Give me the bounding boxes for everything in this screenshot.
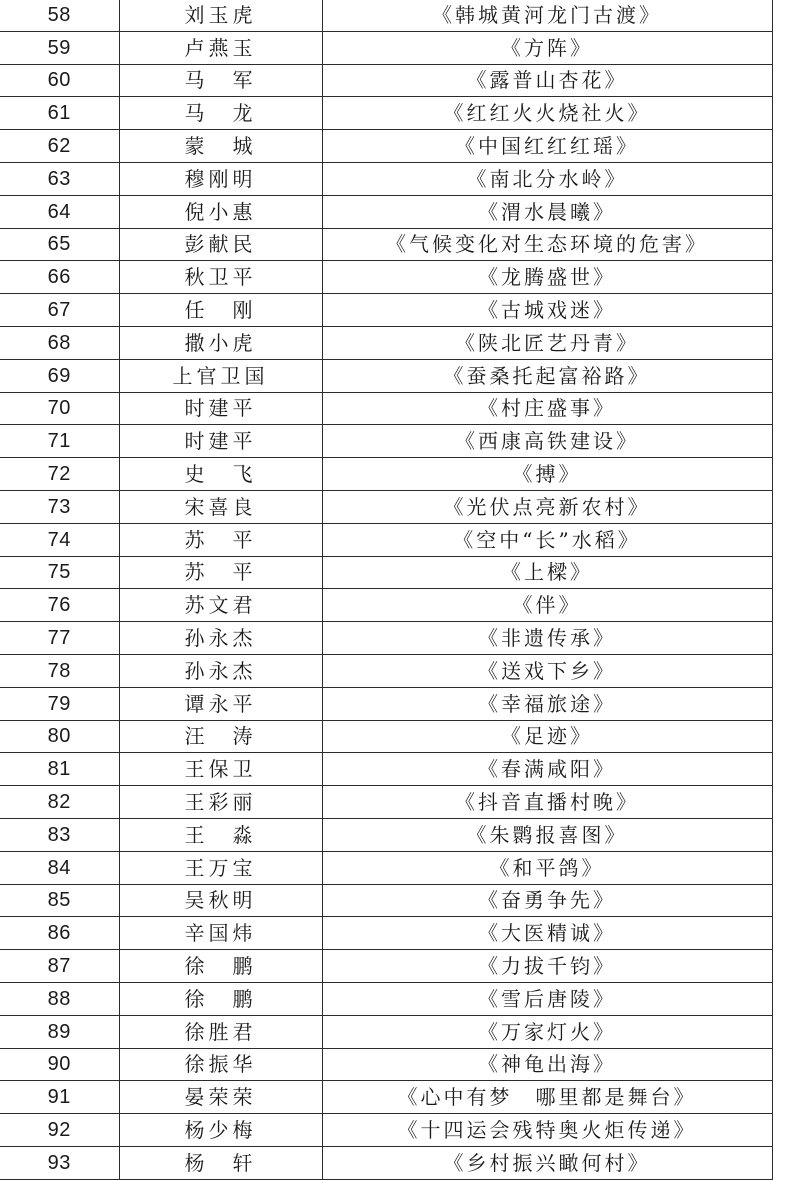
table-row bbox=[0, 458, 772, 491]
work-title: 《心中有梦 哪里都是舞台》 bbox=[322, 1081, 772, 1114]
work-title: 《古城戏迷》 bbox=[322, 294, 772, 327]
author-name: 徐 鹏 bbox=[119, 950, 322, 983]
work-title: 《龙腾盛世》 bbox=[322, 261, 772, 294]
entry-number: 82 bbox=[0, 786, 119, 819]
table-row bbox=[0, 359, 772, 392]
table-row bbox=[0, 622, 772, 655]
author-name: 王 淼 bbox=[119, 818, 322, 851]
entry-number: 93 bbox=[0, 1146, 119, 1179]
work-title: 《韩城黄河龙门古渡》 bbox=[322, 0, 772, 31]
entry-number: 61 bbox=[0, 97, 119, 130]
work-title: 《送戏下乡》 bbox=[322, 654, 772, 687]
table-row bbox=[0, 64, 772, 97]
entry-number: 69 bbox=[0, 359, 119, 392]
table-row bbox=[0, 1048, 772, 1081]
table-row bbox=[0, 294, 772, 327]
table-row bbox=[0, 228, 772, 261]
work-title: 《村庄盛事》 bbox=[322, 392, 772, 425]
table-row bbox=[0, 917, 772, 950]
work-title: 《春满咸阳》 bbox=[322, 753, 772, 786]
entry-number: 77 bbox=[0, 622, 119, 655]
work-title: 《奋勇争先》 bbox=[322, 884, 772, 917]
table-row bbox=[0, 490, 772, 523]
entry-number: 86 bbox=[0, 917, 119, 950]
author-name: 倪小惠 bbox=[119, 195, 322, 228]
author-name: 吴秋明 bbox=[119, 884, 322, 917]
table-row bbox=[0, 884, 772, 917]
entry-number: 78 bbox=[0, 654, 119, 687]
author-name: 王彩丽 bbox=[119, 786, 322, 819]
entry-number: 85 bbox=[0, 884, 119, 917]
author-name: 徐 鹏 bbox=[119, 982, 322, 1015]
table-row bbox=[0, 950, 772, 983]
table-row bbox=[0, 261, 772, 294]
entry-number: 75 bbox=[0, 556, 119, 589]
table-row bbox=[0, 1015, 772, 1048]
table-row bbox=[0, 425, 772, 458]
author-name: 苏 平 bbox=[119, 556, 322, 589]
entry-number: 70 bbox=[0, 392, 119, 425]
work-title: 《搏》 bbox=[322, 458, 772, 491]
table-row bbox=[0, 523, 772, 556]
entry-number: 72 bbox=[0, 458, 119, 491]
author-name: 孙永杰 bbox=[119, 622, 322, 655]
work-title: 《陕北匠艺丹青》 bbox=[322, 326, 772, 359]
work-title: 《光伏点亮新农村》 bbox=[322, 490, 772, 523]
table-row bbox=[0, 0, 772, 31]
author-name: 孙永杰 bbox=[119, 654, 322, 687]
work-title: 《中国红红红瑶》 bbox=[322, 130, 772, 163]
work-title: 《上樑》 bbox=[322, 556, 772, 589]
entry-number: 81 bbox=[0, 753, 119, 786]
author-name: 蒙 城 bbox=[119, 130, 322, 163]
table-row bbox=[0, 1114, 772, 1147]
work-title: 《万家灯火》 bbox=[322, 1015, 772, 1048]
author-name: 汪 涛 bbox=[119, 720, 322, 753]
entry-number: 71 bbox=[0, 425, 119, 458]
entry-number: 58 bbox=[0, 0, 119, 31]
author-name: 辛国炜 bbox=[119, 917, 322, 950]
entry-number: 80 bbox=[0, 720, 119, 753]
work-title: 《西康高铁建设》 bbox=[322, 425, 772, 458]
author-name: 苏文君 bbox=[119, 589, 322, 622]
author-name: 杨 轩 bbox=[119, 1146, 322, 1179]
table-row bbox=[0, 589, 772, 622]
entry-number: 84 bbox=[0, 851, 119, 884]
table-row bbox=[0, 326, 772, 359]
author-name: 穆刚明 bbox=[119, 162, 322, 195]
work-title: 《雪后唐陵》 bbox=[322, 982, 772, 1015]
work-title: 《空中“长”水稻》 bbox=[322, 523, 772, 556]
entry-number: 90 bbox=[0, 1048, 119, 1081]
author-name: 刘玉虎 bbox=[119, 0, 322, 31]
entry-number: 74 bbox=[0, 523, 119, 556]
author-name: 时建平 bbox=[119, 425, 322, 458]
work-title: 《乡村振兴瞰何村》 bbox=[322, 1146, 772, 1179]
entry-number: 68 bbox=[0, 326, 119, 359]
table-row bbox=[0, 162, 772, 195]
work-title: 《露普山杏花》 bbox=[322, 64, 772, 97]
author-name: 史 飞 bbox=[119, 458, 322, 491]
entry-number: 89 bbox=[0, 1015, 119, 1048]
entry-number: 92 bbox=[0, 1114, 119, 1147]
author-name: 上官卫国 bbox=[119, 359, 322, 392]
work-title: 《南北分水岭》 bbox=[322, 162, 772, 195]
entry-number: 65 bbox=[0, 228, 119, 261]
entry-number: 64 bbox=[0, 195, 119, 228]
work-title: 《渭水晨曦》 bbox=[322, 195, 772, 228]
table-row bbox=[0, 982, 772, 1015]
author-name: 卢燕玉 bbox=[119, 31, 322, 64]
entry-number: 88 bbox=[0, 982, 119, 1015]
table-row bbox=[0, 654, 772, 687]
table-row bbox=[0, 818, 772, 851]
author-name: 撒小虎 bbox=[119, 326, 322, 359]
table-row bbox=[0, 556, 772, 589]
author-name: 谭永平 bbox=[119, 687, 322, 720]
author-name: 马 龙 bbox=[119, 97, 322, 130]
author-name: 马 军 bbox=[119, 64, 322, 97]
work-title: 《十四运会残特奥火炬传递》 bbox=[322, 1114, 772, 1147]
author-name: 王保卫 bbox=[119, 753, 322, 786]
table-row bbox=[0, 195, 772, 228]
work-title: 《蚕桑托起富裕路》 bbox=[322, 359, 772, 392]
author-name: 杨少梅 bbox=[119, 1114, 322, 1147]
author-name: 苏 平 bbox=[119, 523, 322, 556]
author-name: 徐胜君 bbox=[119, 1015, 322, 1048]
work-title: 《大医精诚》 bbox=[322, 917, 772, 950]
author-name: 宋喜良 bbox=[119, 490, 322, 523]
entry-number: 67 bbox=[0, 294, 119, 327]
entry-number: 66 bbox=[0, 261, 119, 294]
entry-number: 76 bbox=[0, 589, 119, 622]
author-name: 任 刚 bbox=[119, 294, 322, 327]
entry-number: 91 bbox=[0, 1081, 119, 1114]
table-row bbox=[0, 1081, 772, 1114]
table-row bbox=[0, 720, 772, 753]
work-title: 《气候变化对生态环境的危害》 bbox=[322, 228, 772, 261]
entry-number: 73 bbox=[0, 490, 119, 523]
author-name: 时建平 bbox=[119, 392, 322, 425]
entry-number: 87 bbox=[0, 950, 119, 983]
entry-number: 83 bbox=[0, 818, 119, 851]
entry-number: 59 bbox=[0, 31, 119, 64]
entry-number: 63 bbox=[0, 162, 119, 195]
author-name: 王万宝 bbox=[119, 851, 322, 884]
table-row bbox=[0, 786, 772, 819]
table-row bbox=[0, 753, 772, 786]
table-row bbox=[0, 130, 772, 163]
author-name: 彭献民 bbox=[119, 228, 322, 261]
work-title: 《伴》 bbox=[322, 589, 772, 622]
work-title: 《足迹》 bbox=[322, 720, 772, 753]
author-name: 徐振华 bbox=[119, 1048, 322, 1081]
work-title: 《神龟出海》 bbox=[322, 1048, 772, 1081]
table-row bbox=[0, 851, 772, 884]
table-row bbox=[0, 392, 772, 425]
table-row bbox=[0, 687, 772, 720]
author-name: 晏荣荣 bbox=[119, 1081, 322, 1114]
author-name: 秋卫平 bbox=[119, 261, 322, 294]
work-title: 《力拔千钧》 bbox=[322, 950, 772, 983]
table-row bbox=[0, 31, 772, 64]
work-title: 《方阵》 bbox=[322, 31, 772, 64]
work-title: 《幸福旅途》 bbox=[322, 687, 772, 720]
entry-number: 60 bbox=[0, 64, 119, 97]
work-title: 《红红火火烧社火》 bbox=[322, 97, 772, 130]
entry-number: 79 bbox=[0, 687, 119, 720]
table-row bbox=[0, 1146, 772, 1179]
table-row bbox=[0, 97, 772, 130]
work-title: 《非遗传承》 bbox=[322, 622, 772, 655]
work-title: 《抖音直播村晚》 bbox=[322, 786, 772, 819]
entry-number: 62 bbox=[0, 130, 119, 163]
work-title: 《和平鸽》 bbox=[322, 851, 772, 884]
work-title: 《朱鹮报喜图》 bbox=[322, 818, 772, 851]
